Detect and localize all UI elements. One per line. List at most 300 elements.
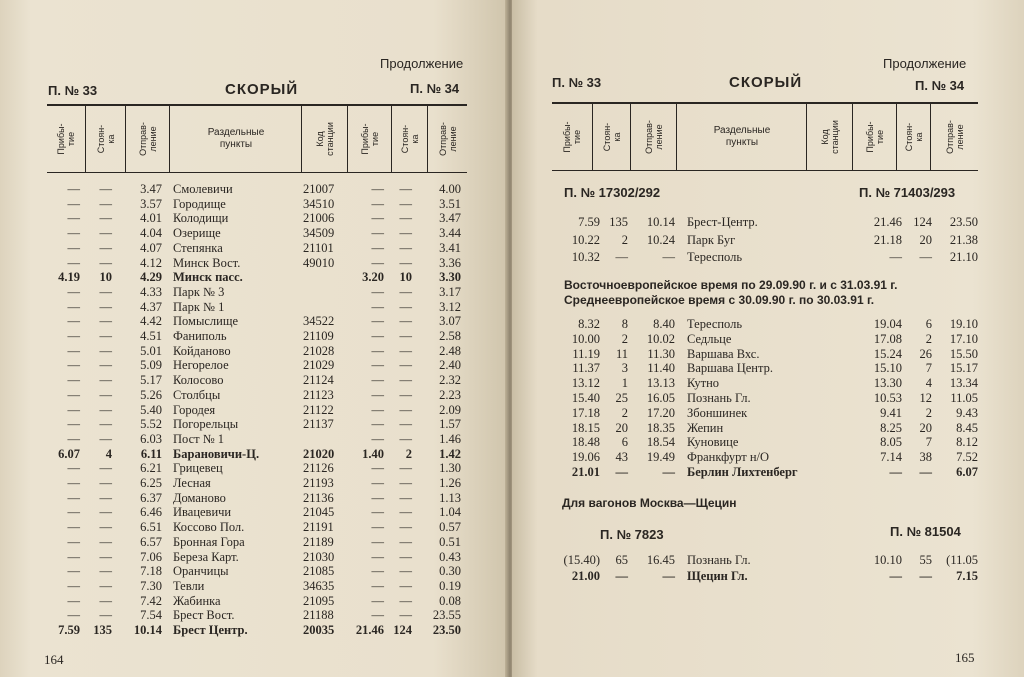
cell-arr2: —	[371, 211, 384, 226]
header-cell	[896, 104, 931, 170]
cell-stop2: 55	[919, 553, 932, 567]
cell-dep: 3.57	[140, 196, 162, 211]
cell-stop: 20	[615, 420, 628, 435]
cell-arr2: —	[371, 505, 384, 520]
table-row	[0, 623, 510, 638]
cell-name: Доманово	[173, 490, 226, 505]
header-label: Стоян- ка	[602, 122, 622, 152]
cell-arr2: 9.41	[880, 405, 902, 420]
cell-dep: 16.05	[646, 391, 675, 405]
cell-stop: —	[615, 569, 628, 583]
cell-stop2: —	[399, 343, 412, 358]
header-cell	[47, 106, 85, 172]
cell-dep: 7.18	[140, 564, 162, 579]
cell-dep: 5.26	[140, 387, 162, 402]
cell-dep: 4.12	[140, 255, 162, 270]
table-row	[0, 270, 510, 285]
cell-dep: 16.45	[646, 553, 675, 567]
cell-stop2: —	[399, 593, 412, 608]
cell-dep2: 9.43	[956, 405, 978, 420]
cell-code: 21123	[303, 387, 334, 402]
cell-arr2: —	[371, 284, 384, 299]
cell-arr2: —	[371, 431, 384, 446]
cell-stop2: —	[399, 505, 412, 520]
cell-name: Кутно	[687, 376, 720, 391]
cell-stop2: —	[399, 402, 412, 417]
cell-arr: 7.59	[578, 215, 600, 229]
table-row	[512, 347, 1022, 362]
cell-stop: 2	[621, 232, 628, 247]
table-row	[0, 197, 510, 212]
cell-dep: 4.04	[140, 226, 162, 241]
cell-stop2: 2	[925, 405, 932, 420]
continuation-label: Продолжение	[380, 56, 464, 71]
cell-stop2: 7	[925, 435, 932, 450]
cell-stop2: 7	[925, 361, 932, 376]
cell-dep: 11.40	[647, 361, 675, 376]
cell-stop2: —	[399, 196, 412, 211]
cell-stop2: —	[399, 608, 412, 623]
cell-name: Пост № 1	[173, 431, 225, 446]
table-row	[0, 535, 510, 550]
cell-dep: 4.51	[140, 329, 162, 343]
cell-dep: 4.07	[140, 240, 162, 255]
cell-stop: 2	[621, 331, 628, 346]
cell-arr2: —	[889, 250, 902, 264]
cell-arr2: —	[371, 373, 384, 388]
page-number: 165	[955, 650, 975, 665]
cell-arr: —	[67, 314, 80, 329]
cell-dep2: 1.13	[439, 490, 461, 505]
cell-code: 21126	[303, 461, 334, 476]
cell-arr2: —	[371, 564, 384, 579]
cell-stop2: 124	[393, 623, 412, 637]
cell-dep: 4.42	[140, 314, 162, 329]
cell-name: Береза Карт.	[173, 549, 239, 564]
cell-dep2: 2.58	[439, 329, 461, 343]
table-row	[0, 182, 510, 197]
cell-stop2: —	[399, 461, 412, 476]
cell-stop2: —	[399, 578, 412, 593]
cell-arr2: 17.08	[873, 331, 902, 346]
cell-arr2: —	[371, 314, 384, 329]
cell-code: 34522	[303, 314, 335, 329]
cell-arr: —	[67, 564, 80, 579]
cell-arr2: 10.10	[873, 553, 902, 567]
cell-dep: 7.54	[140, 608, 162, 623]
cell-name: Познань Гл.	[687, 553, 751, 567]
table-row	[512, 406, 1022, 421]
table-row	[0, 417, 510, 432]
cell-dep2: 0.08	[439, 593, 461, 608]
cell-dep2: 23.50	[432, 623, 461, 637]
cell-dep: 8.40	[653, 317, 675, 331]
cell-name: Збоншинек	[687, 405, 748, 420]
cell-dep2: 0.30	[439, 564, 461, 579]
table-row	[0, 403, 510, 418]
cell-stop2: —	[399, 358, 412, 373]
cell-code: 21007	[303, 182, 335, 196]
table-row	[512, 376, 1022, 391]
table-header	[47, 104, 467, 173]
header-label: Отправ- ление	[138, 122, 158, 156]
cell-arr: 19.06	[571, 450, 600, 465]
cell-stop: —	[615, 250, 628, 264]
cell-stop2: —	[399, 284, 412, 299]
cell-dep2: 4.00	[439, 182, 461, 196]
cell-arr2: —	[371, 299, 384, 314]
cell-stop2: 124	[913, 215, 932, 229]
header-cell	[930, 104, 979, 170]
table-row	[0, 476, 510, 491]
cell-stop: —	[99, 226, 112, 241]
cell-arr2: 19.04	[873, 317, 902, 331]
cell-arr: —	[67, 417, 80, 432]
cell-dep2: 2.40	[439, 358, 461, 373]
cell-stop2: —	[399, 549, 412, 564]
cell-arr: —	[67, 387, 80, 402]
table-row	[0, 491, 510, 506]
continuation-label: Продолжение	[883, 56, 967, 71]
cell-arr2: 13.30	[873, 376, 902, 391]
cell-dep2: 0.51	[439, 534, 461, 549]
cell-stop: —	[99, 343, 112, 358]
cell-stop2: —	[399, 520, 412, 535]
cell-dep: —	[662, 569, 675, 583]
cell-stop: 65	[615, 553, 628, 567]
cell-arr: —	[67, 578, 80, 593]
cell-dep: 6.37	[140, 490, 162, 505]
cell-name: Коссово Пол.	[173, 520, 245, 535]
cell-dep: —	[662, 250, 675, 264]
cell-stop: —	[99, 608, 112, 623]
cell-arr2: —	[371, 226, 384, 241]
header-cell	[852, 104, 897, 170]
cell-arr: —	[67, 593, 80, 608]
cell-dep2: 2.09	[439, 402, 461, 417]
cell-dep: 6.11	[140, 446, 162, 461]
cell-stop: —	[615, 465, 628, 479]
table-row	[0, 579, 510, 594]
cell-dep: 6.03	[140, 431, 162, 446]
section-train-left: П. № 7823	[600, 527, 664, 542]
cell-arr2: —	[371, 255, 384, 270]
cell-arr2: 1.40	[362, 446, 384, 461]
cell-stop2: 38	[919, 450, 932, 465]
cell-stop: —	[99, 358, 112, 373]
cell-arr2: —	[889, 569, 902, 583]
table-row	[0, 520, 510, 535]
cell-name: Парк Буг	[687, 232, 736, 247]
cell-stop2: —	[399, 211, 412, 226]
cell-stop2: 2	[925, 331, 932, 346]
table-row	[512, 465, 1022, 480]
header-label: Прибы- тие	[360, 123, 380, 155]
cell-stop: —	[99, 520, 112, 535]
table-header	[552, 102, 978, 171]
cell-arr2: —	[371, 240, 384, 255]
cell-arr: —	[67, 549, 80, 564]
table-row	[0, 594, 510, 609]
table-row	[0, 300, 510, 315]
cell-dep2: 15.17	[949, 361, 978, 376]
header-cell	[391, 106, 428, 172]
cell-name: Жабинка	[173, 593, 221, 608]
cell-dep: 4.29	[140, 270, 162, 285]
cell-stop: —	[99, 402, 112, 417]
timezone-note-east: Восточноевропейское время по 29.09.90 г. и с 31.03.91 г.	[564, 278, 898, 292]
cell-stop: —	[99, 505, 112, 520]
cell-dep2: 21.10	[949, 250, 978, 264]
cell-arr2: —	[371, 329, 384, 343]
header-label: Стоян- ка	[904, 122, 924, 152]
cell-code: 21085	[303, 564, 335, 579]
cell-name: Колодищи	[173, 211, 229, 226]
cell-dep: 13.13	[646, 376, 675, 391]
cell-stop: —	[99, 240, 112, 255]
cell-stop: —	[99, 182, 112, 196]
cell-stop2: 2	[405, 446, 412, 461]
table-row	[0, 373, 510, 388]
cell-name: Фаниполь	[173, 329, 227, 343]
table-row	[0, 461, 510, 476]
cell-stop2: —	[399, 431, 412, 446]
cell-arr: 15.40	[571, 391, 600, 405]
cell-dep: 7.06	[140, 549, 162, 564]
section-train-left: П. № 17302/292	[564, 185, 661, 200]
cell-name: Столбцы	[173, 387, 221, 402]
table-row	[512, 332, 1022, 347]
page-title: СКОРЫЙ	[225, 81, 299, 98]
cell-dep: 3.47	[140, 182, 162, 196]
cell-name: Грицевец	[173, 461, 223, 476]
cell-stop: 4	[105, 446, 112, 461]
cell-arr: —	[67, 182, 80, 196]
cell-name: Минск Вост.	[173, 255, 241, 270]
cell-dep: 5.17	[140, 373, 162, 388]
cell-name: Смолевичи	[173, 182, 233, 196]
cell-arr: 21.00	[571, 569, 600, 583]
header-cell	[806, 104, 853, 170]
cell-arr2: —	[889, 465, 902, 479]
cell-code: 21030	[303, 549, 335, 564]
cell-name: Оранчицы	[173, 564, 229, 579]
table-row	[0, 211, 510, 226]
cell-stop: 135	[609, 215, 628, 229]
cell-arr2: —	[371, 417, 384, 432]
cell-name: Негорелое	[173, 358, 229, 373]
cell-stop: —	[99, 534, 112, 549]
cell-arr2: —	[371, 461, 384, 476]
cell-stop: 10	[99, 270, 112, 285]
table-row	[0, 358, 510, 373]
cell-arr: —	[67, 343, 80, 358]
cell-name: Лесная	[173, 476, 211, 490]
cell-code: 21137	[303, 417, 334, 432]
cell-dep: 6.57	[140, 534, 162, 549]
cell-stop: 3	[621, 361, 628, 376]
cell-name: Брест-Центр.	[687, 215, 758, 229]
cell-arr: —	[67, 520, 80, 535]
header-cell	[427, 106, 468, 172]
cell-arr: 10.32	[571, 250, 600, 264]
cell-stop: —	[99, 284, 112, 299]
cell-dep: 4.01	[140, 211, 162, 226]
cell-dep: 7.30	[140, 578, 162, 593]
table-row	[512, 317, 1022, 332]
cell-name: Койданово	[173, 343, 231, 358]
cell-arr: —	[67, 476, 80, 490]
cell-stop: —	[99, 564, 112, 579]
cell-dep: 5.01	[140, 343, 162, 358]
cell-stop: —	[99, 373, 112, 388]
table-row	[0, 505, 510, 520]
header-label: Прибы- тие	[562, 121, 582, 153]
cell-arr: —	[67, 329, 80, 343]
cell-dep2: 3.12	[439, 299, 461, 314]
cell-dep: 18.54	[646, 435, 675, 450]
cell-arr: —	[67, 608, 80, 623]
cell-arr2: 7.14	[880, 450, 902, 465]
cell-code: 21122	[303, 402, 334, 417]
table-row	[512, 435, 1022, 450]
cell-arr: —	[67, 505, 80, 520]
cell-stop: —	[99, 329, 112, 343]
table-row	[0, 432, 510, 447]
cell-name: Барановичи-Ц.	[173, 446, 260, 461]
cell-dep: 7.42	[140, 593, 162, 608]
cell-stop2: —	[399, 182, 412, 196]
cell-arr2: —	[371, 593, 384, 608]
table-row	[512, 553, 1022, 568]
cell-dep: —	[662, 465, 675, 479]
cell-arr2: —	[371, 549, 384, 564]
cell-arr: —	[67, 373, 80, 388]
cell-stop: —	[99, 461, 112, 476]
cell-dep2: 2.48	[439, 343, 461, 358]
cell-stop: —	[99, 387, 112, 402]
cell-dep: 10.14	[133, 623, 162, 637]
cell-arr2: —	[371, 343, 384, 358]
cell-code: 21136	[303, 490, 334, 505]
train-number-left: П. № 33	[48, 83, 98, 98]
cell-dep: 6.51	[140, 520, 162, 535]
cell-dep: 4.37	[140, 299, 162, 314]
cell-name: Познань Гл.	[687, 391, 751, 405]
cell-dep2: 19.10	[949, 317, 978, 331]
cell-code: 34509	[303, 226, 335, 241]
cell-arr2: 8.25	[880, 420, 902, 435]
cell-dep2: 15.50	[949, 346, 978, 361]
cell-arr: —	[67, 490, 80, 505]
cell-stop: 1	[621, 376, 628, 391]
right-page	[512, 0, 1024, 677]
cell-code: 21191	[303, 520, 334, 535]
cell-dep2: 8.12	[956, 435, 978, 450]
cell-arr: —	[67, 211, 80, 226]
header-label: Отправ- ление	[644, 120, 664, 154]
table-row	[0, 256, 510, 271]
cell-name: Погорельцы	[173, 417, 239, 432]
cell-stop: —	[99, 255, 112, 270]
table-row	[512, 391, 1022, 406]
table-row	[0, 226, 510, 241]
cell-dep2: 7.52	[956, 450, 978, 465]
cell-arr2: —	[371, 534, 384, 549]
cell-dep: 17.20	[646, 405, 675, 420]
cell-dep2: 21.38	[949, 232, 978, 247]
cell-arr: —	[67, 226, 80, 241]
cell-dep: 6.46	[140, 505, 162, 520]
cell-code: 21109	[303, 329, 334, 343]
cell-stop: —	[99, 431, 112, 446]
cell-dep: 18.35	[646, 420, 675, 435]
cell-arr: —	[67, 534, 80, 549]
cell-dep2: 1.42	[439, 446, 461, 461]
cell-name: Варшава Вхс.	[687, 346, 760, 361]
cell-arr: 10.00	[571, 331, 600, 346]
cell-stop: —	[99, 476, 112, 490]
cell-name: Минск пасс.	[173, 270, 243, 285]
cell-arr: —	[67, 431, 80, 446]
cell-arr: —	[67, 402, 80, 417]
cell-dep2: 23.50	[949, 215, 978, 229]
cell-stop2: —	[399, 314, 412, 329]
cell-dep: 11.30	[647, 346, 675, 361]
header-label: Раздельные пункты	[207, 127, 265, 150]
cell-stop2: —	[399, 373, 412, 388]
cell-dep2: 0.19	[439, 578, 461, 593]
header-label: Стоян- ка	[96, 124, 116, 154]
cell-stop2: 26	[919, 346, 932, 361]
cell-arr: —	[67, 358, 80, 373]
cell-dep2: 2.23	[439, 387, 461, 402]
cell-name: Жепин	[687, 420, 724, 435]
cell-arr2: 10.53	[873, 391, 902, 405]
cell-arr2: 8.05	[880, 435, 902, 450]
table-row	[0, 314, 510, 329]
cell-stop2: —	[399, 564, 412, 579]
cell-dep2: 3.51	[439, 196, 461, 211]
cell-code: 34635	[303, 578, 335, 593]
cell-dep2: 0.43	[439, 549, 461, 564]
cell-dep2: 2.32	[439, 373, 461, 388]
cell-stop2: 10	[399, 270, 412, 285]
cell-name: Франкфурт н/О	[687, 450, 770, 465]
cell-arr2: 21.18	[873, 232, 902, 247]
cell-stop: —	[99, 314, 112, 329]
cell-dep2: 6.07	[956, 465, 978, 479]
cell-arr: —	[67, 240, 80, 255]
cell-stop: —	[99, 578, 112, 593]
cell-dep2: 7.15	[956, 569, 978, 583]
train-number-right: П. № 34	[915, 78, 965, 93]
cell-name: Тересполь	[687, 317, 743, 331]
cell-stop: —	[99, 417, 112, 432]
cell-arr: —	[67, 255, 80, 270]
cell-arr: —	[67, 461, 80, 476]
table-row	[512, 215, 1022, 230]
cell-name: Берлин Лихтенберг	[687, 465, 798, 479]
cell-dep: 6.21	[140, 461, 162, 476]
cell-arr: 6.07	[58, 446, 80, 461]
cell-stop2: —	[399, 387, 412, 402]
cell-name: Городея	[173, 402, 216, 417]
cell-arr2: —	[371, 476, 384, 490]
table-row	[0, 241, 510, 256]
cell-dep2: 1.30	[439, 461, 461, 476]
cell-name: Тевли	[173, 578, 205, 593]
